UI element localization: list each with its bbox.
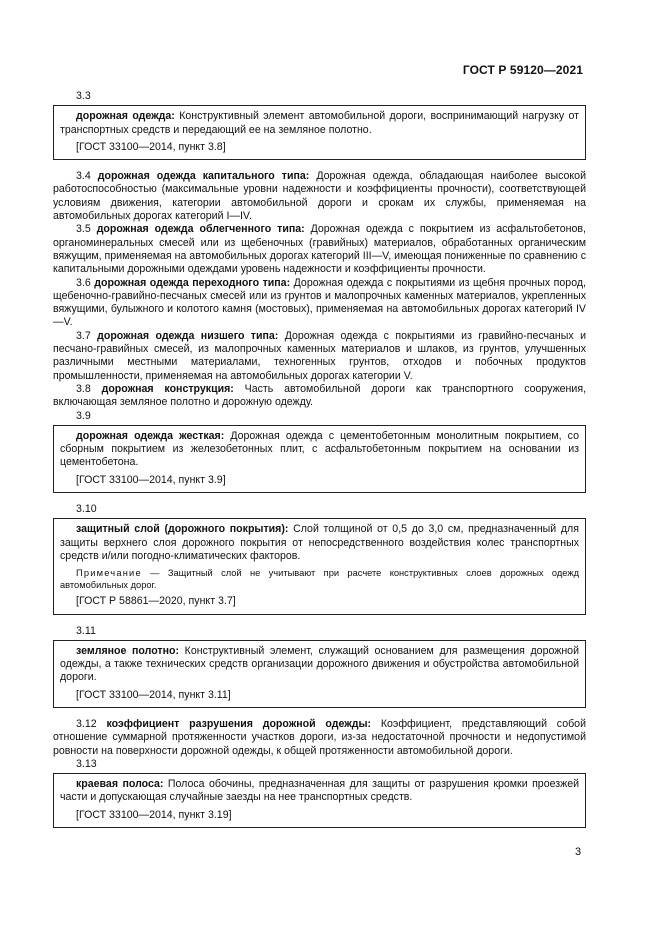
definition-text <box>60 430 579 470</box>
source-reference: [ГОСТ Р 58861—2020, пункт 3.7] <box>76 595 236 608</box>
definition-body: Дорожная одежда с цементобетонным монолитным покрытием, со сборным покрытием из железобетонных плит, с асфальтобетонным покрытием на основании из цементобетона. <box>60 429 579 469</box>
clause-3-6 <box>53 277 586 330</box>
definition-box-3-13 <box>53 773 586 828</box>
definition-box-3-3 <box>53 105 586 160</box>
definition-body: Коэффициент, представляющий собой отношение суммарной протяженности участков дороги, из-за недостаточной прочности и недопустимой ровности на поверхности дорожной одежды, к общей протяженности автомобильной дороги. <box>53 717 586 757</box>
clause-number: 3.9 <box>76 409 91 422</box>
source-reference: [ГОСТ 33100—2014, пункт 3.19] <box>76 808 232 821</box>
page-number: 3 <box>575 846 582 858</box>
clause-number: 3.5 <box>76 223 91 236</box>
clause-3-7 <box>53 330 586 383</box>
definition-text <box>60 523 579 563</box>
definition-body: Конструктивный элемент, служащий основанием для размещения дорожной одежды, а также технических средств организации дорожного движения и обустройства автомобильной дороги. <box>60 644 579 684</box>
clause-3-5 <box>53 223 586 276</box>
definition-text <box>60 645 579 685</box>
definition-text <box>60 778 579 805</box>
clause-number: 3.12 <box>76 717 97 730</box>
definition-body: Дорожная одежда с покрытием из асфальтобетонов, органоминеральных смесей или из щебеночных (гравийных) материалов, обработанных органическим вяжущим, применяемая на автомобильных дорогах категорий III—V, имеющая пониженные по сравнению с капитальными дорожными одеждами уровень надежности и коэффициенты прочности. <box>53 223 586 276</box>
note-text: — Защитный слой не учитывают при расчете конструктивных слоев дорожных одежд автомобильных дорог. <box>60 568 579 591</box>
note <box>60 567 579 591</box>
clause-number: 3.4 <box>76 170 91 183</box>
definition-body: Дорожная одежда, обладающая наиболее высокой работоспособностью (максимальные уровни надежности и коэффициенты прочности), соответствующей условиям движения, категории автомобильной дороги и срокам их службы, применяемая на автомобильных дорогах категорий I—IV. <box>53 170 586 223</box>
term: дорожная конструкция: <box>101 382 234 395</box>
term: дорожная одежда облегченного типа: <box>96 223 305 236</box>
term: дорожная одежда жесткая: <box>76 429 225 442</box>
term: коэффициент разрушения дорожной одежды: <box>106 717 372 730</box>
term: дорожная одежда: <box>76 110 175 123</box>
note-label: Примечание <box>76 568 142 579</box>
definition-box-3-11 <box>53 640 586 708</box>
definition-body: Слой толщиной от 0,5 до 3,0 см, предназначенный для защиты верхнего слоя дорожного покрытия от непосредственного воздействия колес транспортных средств и/или погодно-климатических факторов. <box>60 523 579 562</box>
source-reference: [ГОСТ 33100—2014, пункт 3.9] <box>76 473 226 486</box>
term: земляное полотно: <box>76 644 180 657</box>
clause-number: 3.8 <box>76 382 91 395</box>
term: дорожная одежда капитального типа: <box>97 170 310 183</box>
term: дорожная одежда переходного типа: <box>94 276 291 289</box>
term: краевая полоса: <box>76 778 164 791</box>
definition-box-3-10 <box>53 518 586 614</box>
clause-number: 3.7 <box>76 329 91 342</box>
clause-number: 3.6 <box>76 276 91 289</box>
clause-number: 3.3 <box>76 90 91 102</box>
definition-body: Конструктивный элемент автомобильной дороги, воспринимающий нагрузку от транспортных средств и передающий ее на земляное полотно. <box>60 110 580 136</box>
definition-box-3-9 <box>53 425 586 493</box>
clause-number: 3.10 <box>76 503 97 516</box>
definition-text <box>60 110 579 137</box>
document-body <box>53 90 586 838</box>
definition-body: Полоса обочины, предназначенная для защиты от разрушения кромки проезжей части и допускающая случайные заезды на нее транспортных средств. <box>60 778 579 804</box>
definition-body: Дорожная одежда с покрытиями из гравийно-песчаных и песчано-гравийных смесей, из малопрочных каменных материалов и шлаков, из грунтов, улучшенных различными местными материалами, техногенных грунтов, отходов и побочных продуктов промышленности, применяемая на автомобильных дорогах категории V. <box>53 329 586 382</box>
source-reference: [ГОСТ 33100—2014, пункт 3.11] <box>76 688 231 701</box>
clause-number: 3.11 <box>76 624 96 637</box>
term: защитный слой (дорожного покрытия): <box>76 523 289 536</box>
document-id: ГОСТ Р 59120—2021 <box>462 63 583 77</box>
clause-3-12 <box>53 718 586 758</box>
term: дорожная одежда низшего типа: <box>97 329 279 342</box>
clause-3-4 <box>53 170 586 223</box>
definition-body: Часть автомобильной дороги как транспортного сооружения, включающая земляное полотно и дорожную одежду. <box>53 382 587 409</box>
clause-3-8 <box>53 383 586 410</box>
source-reference: [ГОСТ 33100—2014, пункт 3.8] <box>76 140 226 153</box>
definition-body: Дорожная одежда с покрытиями из щебня прочных пород, щебеночно-гравийно-песчаных смесей или из грунтов и малопрочных каменных материалов, укрепленных вяжущими, булыжного и колотого камня (мостовых), применяемая на автомобильных дорогах категорий IV—V. <box>53 276 586 329</box>
clause-number: 3.13 <box>76 757 97 770</box>
